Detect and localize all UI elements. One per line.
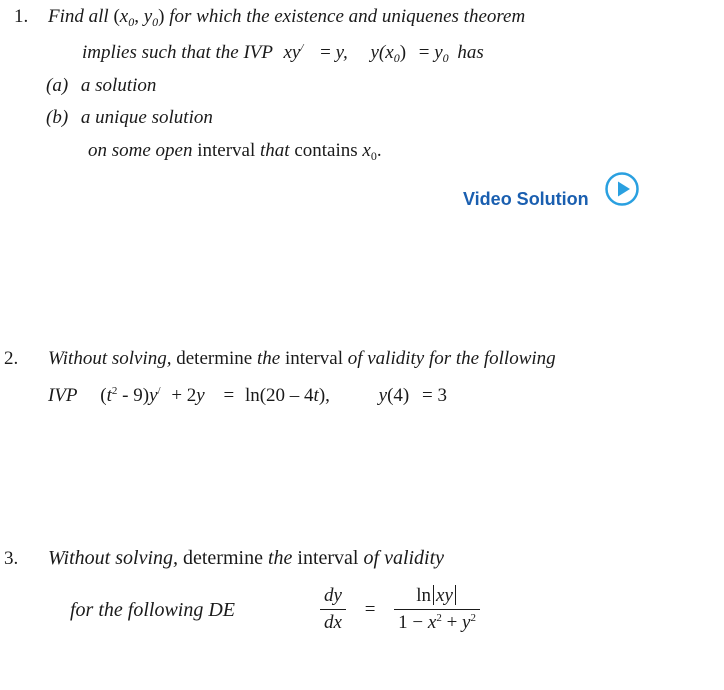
problem-2-line-1: Without solving, determine the interval of validity for the following bbox=[48, 348, 556, 369]
de-equation: $\frac{dy}{dx}$ = $\frac{\text{ln xy}}{1 - x^2 + y^2}$ bbox=[320, 585, 480, 634]
problem-number: 3. bbox=[4, 548, 19, 569]
part-label: (b) bbox=[46, 107, 69, 128]
problem-number: 1. bbox=[14, 6, 29, 27]
video-solution-link[interactable]: Video Solution bbox=[463, 189, 589, 209]
problem-1-line-5: on some open interval that contains $x_0$. bbox=[88, 140, 382, 163]
problem-2-ivp: IVP $(t^2 - 9)y^/ + 2y = \ln(20 - 4t)$, y(4) = 3 bbox=[48, 385, 447, 406]
part-label: (a) bbox=[46, 75, 69, 96]
problem-1-line-1: Find all ($x_0$, $y_0$) for which the existence and uniquenes theorem bbox=[48, 6, 526, 29]
problem-3-line-1: Without solving, determine the interval of validity bbox=[48, 547, 445, 569]
problem-number: 2. bbox=[4, 348, 19, 369]
part-text: a solution bbox=[80, 75, 157, 96]
part-text: a unique solution bbox=[80, 107, 213, 128]
part-b bbox=[46, 107, 213, 129]
rhs-fraction: $\frac{\text{ln xy}}{1 - x^2 + y^2}$ bbox=[394, 585, 480, 634]
de-lead-text: for the following DE bbox=[70, 599, 235, 621]
part-a bbox=[46, 75, 156, 97]
problem-1-line-2: implies such that the IVP xy/ = y, $y(x_0) = y_0$ has bbox=[82, 42, 484, 65]
play-circle-icon[interactable] bbox=[604, 171, 640, 212]
dy-dx-fraction: $\frac{dy}{dx}$ bbox=[320, 585, 346, 634]
